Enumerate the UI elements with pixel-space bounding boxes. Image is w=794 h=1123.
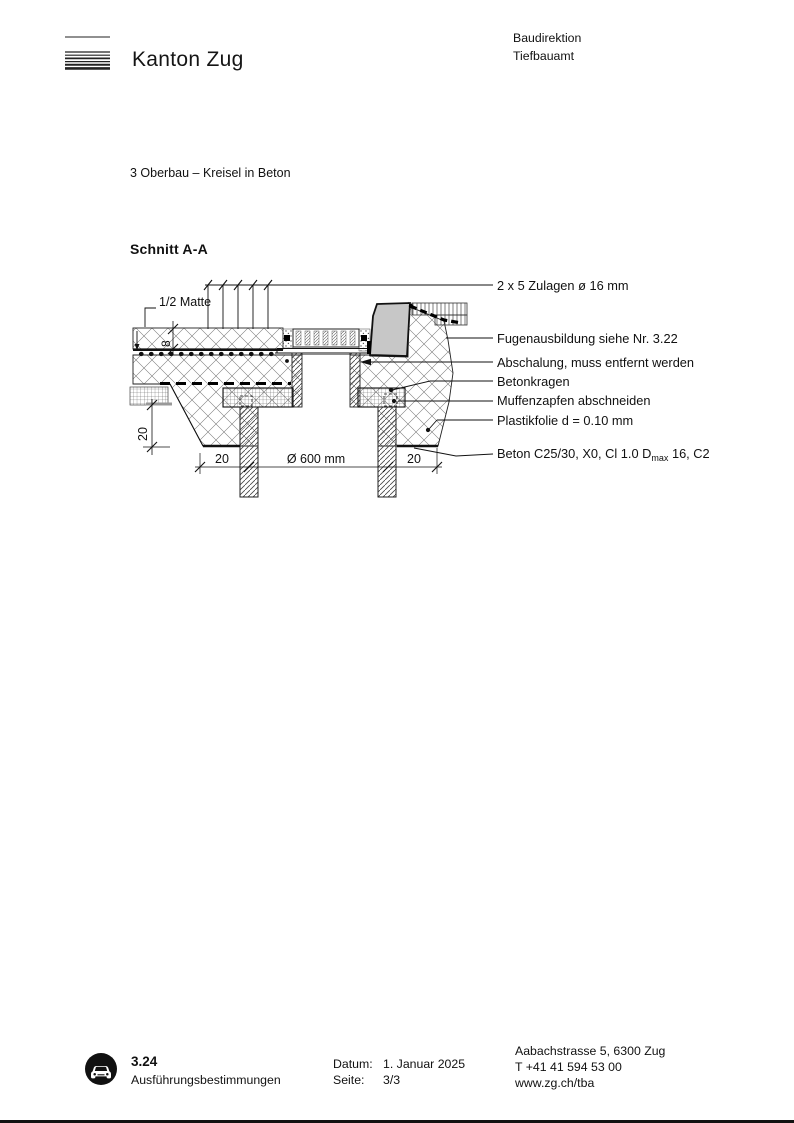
office-line: Tiefbauamt bbox=[513, 48, 575, 63]
brand-title: Kanton Zug bbox=[132, 48, 244, 71]
concrete-collar-right bbox=[358, 388, 405, 407]
dim-depth-left bbox=[136, 399, 170, 455]
svg-text:8: 8 bbox=[159, 340, 173, 347]
contact-phone: T +41 41 594 53 00 bbox=[515, 1060, 622, 1075]
kanton-zug-logo-icon bbox=[63, 32, 112, 72]
svg-text:20: 20 bbox=[407, 452, 421, 466]
matte-label: 1/2 Matte bbox=[159, 295, 212, 309]
svg-text:Ø 600 mm: Ø 600 mm bbox=[286, 452, 346, 466]
beton-spec-suffix: 16, C2 bbox=[668, 446, 710, 461]
plastikfolie-dot bbox=[426, 428, 430, 432]
date-label: Datum: bbox=[333, 1057, 373, 1071]
department-block bbox=[513, 30, 581, 65]
shaft-wall-right bbox=[378, 407, 396, 497]
callout-betonkragen: Betonkragen bbox=[497, 374, 570, 389]
chapter-title: 3 Oberbau – Kreisel in Beton bbox=[130, 166, 291, 180]
car-icon bbox=[84, 1052, 118, 1086]
contact-block bbox=[515, 1043, 665, 1092]
manhole-cover bbox=[275, 329, 375, 353]
svg-text:20: 20 bbox=[215, 452, 229, 466]
callout-beton bbox=[497, 446, 710, 463]
beton-spec-subscript: max bbox=[651, 453, 669, 463]
curb-stone bbox=[370, 303, 410, 356]
callout-muffenzapfen: Muffenzapfen abschneiden bbox=[497, 393, 651, 408]
contact-website: www.zg.ch/tba bbox=[515, 1076, 595, 1091]
department-line: Baudirektion bbox=[513, 31, 582, 45]
page-value: 3/3 bbox=[383, 1073, 401, 1087]
callout-abschalung: Abschalung, muss entfernt werden bbox=[497, 355, 695, 370]
callout-plastikfolie: Plastikfolie d = 0.10 mm bbox=[497, 413, 634, 428]
contact-address: Aabachstrasse 5, 6300 Zug bbox=[515, 1044, 666, 1058]
concrete-collar-left bbox=[223, 388, 293, 407]
shaft-neck-opening bbox=[302, 355, 350, 407]
document-number: 3.24 bbox=[131, 1054, 158, 1069]
joint-seal-left bbox=[367, 341, 371, 354]
abschalung-dot bbox=[285, 359, 289, 363]
shaft-wall-left bbox=[240, 407, 258, 497]
svg-text:20: 20 bbox=[136, 427, 150, 441]
matte-leader bbox=[145, 308, 156, 327]
road-slab bbox=[133, 328, 283, 354]
date-value: 1. Januar 2025 bbox=[383, 1057, 466, 1071]
callout-zulagen: 2 x 5 Zulagen ø 16 mm bbox=[497, 278, 629, 293]
document-type: Ausführungsbestimmungen bbox=[131, 1073, 281, 1087]
section-drawing bbox=[125, 265, 500, 510]
page-label: Seite: bbox=[333, 1073, 365, 1087]
callout-fugenausbildung: Fugenausbildung siehe Nr. 3.22 bbox=[497, 331, 678, 346]
betonkragen-dot bbox=[389, 388, 393, 392]
section-heading: Schnitt A-A bbox=[130, 241, 208, 257]
beton-spec-text: Beton C25/30, X0, Cl 1.0 D bbox=[497, 446, 652, 461]
muffenzapfen-dot bbox=[392, 399, 396, 403]
base-layer-left bbox=[130, 387, 172, 405]
